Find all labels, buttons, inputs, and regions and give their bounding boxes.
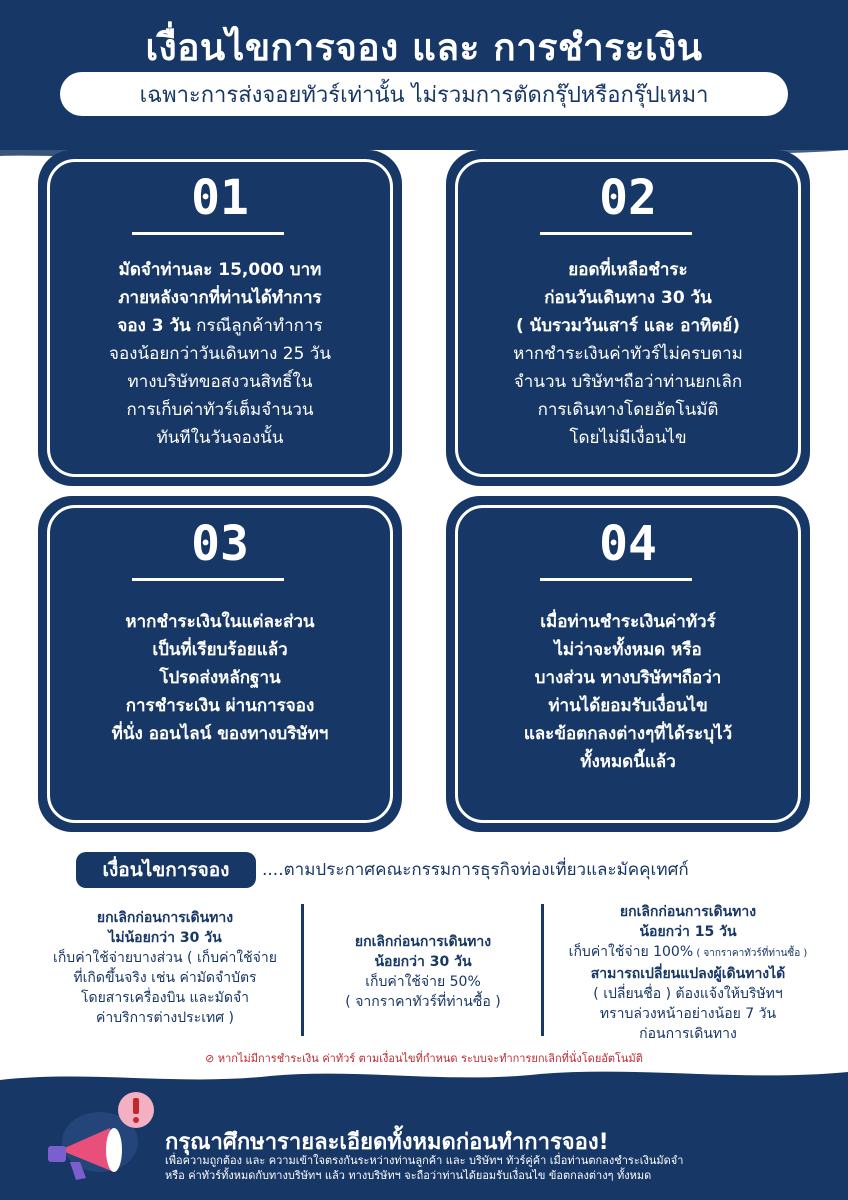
card-line: ที่นั่ง ออนไลน์ ของทางบริษัทฯ	[111, 724, 329, 744]
card-line: การชำระเงิน ผ่านการจอง	[125, 696, 315, 716]
footer-disclaimer	[165, 1153, 805, 1183]
condition-line: ก่อนการเดินทาง	[639, 1026, 737, 1042]
footer-line: หรือ ค่าทัวร์ทั้งหมดกับทางบริษัทฯ แล้ว ทางบริษัทฯ จะถือว่าท่านได้ยอมรับเงื่อนไข ข้อตกลงต่างๆ ทั้งหมด	[165, 1169, 652, 1182]
condition-line	[548, 942, 828, 964]
card-line: เมื่อท่านชำระเงินค่าทัวร์	[540, 612, 716, 632]
card-body	[466, 256, 790, 452]
card-line: ท่านได้ยอมรับเงื่อนไข	[548, 696, 708, 716]
conditions-label	[76, 852, 256, 888]
card-number: 03	[191, 516, 249, 572]
card-line: ก่อนวันเดินทาง 30 วัน	[544, 288, 712, 308]
card-number: 01	[191, 170, 249, 226]
condition-heading: ยกเลิกก่อนการเดินทาง	[619, 904, 757, 920]
card-line: เป็นที่เรียบร้อยแล้ว	[152, 640, 288, 660]
card-divider	[540, 578, 692, 581]
condition-line: ( เปลี่ยนชื่อ ) ต้องแจ้งให้บริษัทฯ	[593, 986, 783, 1002]
card-line: โดยไม่มีเงื่อนไข	[569, 428, 687, 448]
condition-line: โดยสารเครื่องบิน และมัดจำ	[80, 990, 250, 1006]
card-body	[58, 256, 382, 452]
condition-column-under30	[312, 932, 534, 1012]
card-line: ทั้งหมดนี้แล้ว	[580, 752, 676, 772]
condition-line: ค่าบริการต่างประเทศ )	[95, 1010, 235, 1026]
page-title: เงื่อนไขการจอง และ การชำระเงิน	[145, 26, 703, 69]
warning-icon: ⊘	[205, 1052, 218, 1065]
card-line: ( นับรวมวันเสาร์ และ อาทิตย์)	[515, 316, 741, 336]
card-number: 02	[599, 170, 657, 226]
subtitle-banner	[60, 72, 788, 116]
card-line: ภายหลังจากที่ท่านได้ทำการ	[118, 288, 322, 308]
subtitle-text: เฉพาะการส่งจอยทัวร์เท่านั้น ไม่รวมการตัดกรุ๊ปหรือกรุ๊ปเหมา	[139, 82, 709, 108]
auto-cancel-warning	[0, 1049, 848, 1067]
condition-line: ที่เกิดขึ้นจริง เช่น ค่ามัดจำบัตร	[73, 970, 257, 986]
card-line	[58, 312, 382, 340]
condition-line: ทราบล่วงหน้าอย่างน้อย 7 วัน	[599, 1006, 777, 1022]
card-acceptance	[446, 496, 810, 832]
card-line: หากชำระเงินในแต่ละส่วน	[125, 612, 315, 632]
fee-text: เก็บค่าใช้จ่าย 100%	[568, 944, 694, 960]
card-proof	[38, 496, 402, 832]
card-line: ทันทีในวันจองนั้น	[156, 428, 284, 448]
card-line: บางส่วน ทางบริษัทฯถือว่า	[534, 668, 722, 688]
conditions-label-text: เงื่อนไขการจอง	[102, 859, 230, 881]
card-line-rest: กรณีลูกค้าทำการ	[190, 316, 323, 336]
conditions-description: ....ตามประกาศคณะกรรมการธุรกิจท่องเที่ยวและมัคคุเทศก์	[262, 860, 689, 880]
card-line: โปรดส่งหลักฐาน	[159, 668, 281, 688]
card-line: ทางบริษัทขอสงวนสิทธิ์ใน	[127, 372, 313, 392]
column-divider	[301, 904, 304, 1036]
fee-note: ( จากราคาทัวร์ที่ท่านซื้อ )	[693, 948, 808, 959]
condition-column-30plus	[40, 908, 290, 1028]
condition-heading: ไม่น้อยกว่า 30 วัน	[108, 930, 222, 946]
card-divider	[132, 232, 284, 235]
card-line: หากชำระเงินค่าทัวร์ไม่ครบตาม	[513, 344, 743, 364]
condition-heading: สามารถเปลี่ยนแปลงผู้เดินทางได้	[590, 966, 786, 982]
card-line: การเดินทางโดยอัตโนมัติ	[537, 400, 719, 420]
condition-heading: น้อยกว่า 30 วัน	[374, 954, 472, 970]
card-divider	[540, 232, 692, 235]
card-line: และข้อตกลงต่างๆที่ได้ระบุไว้	[523, 724, 733, 744]
card-line: จำนวน บริษัทฯถือว่าท่านยกเลิก	[513, 372, 743, 392]
condition-line: เก็บค่าใช้จ่ายบางส่วน ( เก็บค่าใช้จ่าย	[53, 950, 277, 966]
megaphone-icon	[40, 1080, 170, 1195]
condition-line: ( จากราคาทัวร์ที่ท่านซื้อ )	[345, 994, 501, 1010]
card-line: ยอดที่เหลือชำระ	[568, 260, 688, 280]
card-number: 04	[599, 516, 657, 572]
footer-line: เพื่อความถูกต้อง และ ความเข้าใจตรงกันระหว่างท่านลูกค้า และ บริษัทฯ ทัวร์คู่ค้า เมื่อท่านตกลงชำระเงินมัดจำ	[165, 1154, 684, 1167]
warning-text: หากไม่มีการชำระเงิน ค่าทัวร์ ตามเงื่อนไขที่กำหนด ระบบจะทำการยกเลิกที่นั่งโดยอัตโนมัติ	[217, 1052, 643, 1065]
card-body	[58, 608, 382, 748]
card-body	[466, 608, 790, 776]
card-divider	[132, 578, 284, 581]
card-deposit	[38, 150, 402, 486]
card-line: การเก็บค่าทัวร์เต็มจำนวน	[126, 400, 314, 420]
condition-heading: น้อยกว่า 15 วัน	[639, 924, 737, 940]
card-line: มัดจำท่านละ 15,000 บาท	[118, 260, 322, 280]
condition-heading: ยกเลิกก่อนการเดินทาง	[354, 934, 492, 950]
condition-heading: ยกเลิกก่อนการเดินทาง	[96, 910, 234, 926]
card-line-bold: จอง 3 วัน	[117, 316, 191, 336]
card-balance	[446, 150, 810, 486]
condition-column-under15	[548, 902, 828, 1044]
card-line: จองน้อยกว่าวันเดินทาง 25 วัน	[109, 344, 331, 364]
card-line: ไม่ว่าจะทั้งหมด หรือ	[554, 640, 702, 660]
footer-title: กรุณาศึกษารายละเอียดทั้งหมดก่อนทำการจอง!	[165, 1130, 609, 1155]
condition-line: เก็บค่าใช้จ่าย 50%	[365, 974, 481, 990]
column-divider	[541, 904, 544, 1036]
